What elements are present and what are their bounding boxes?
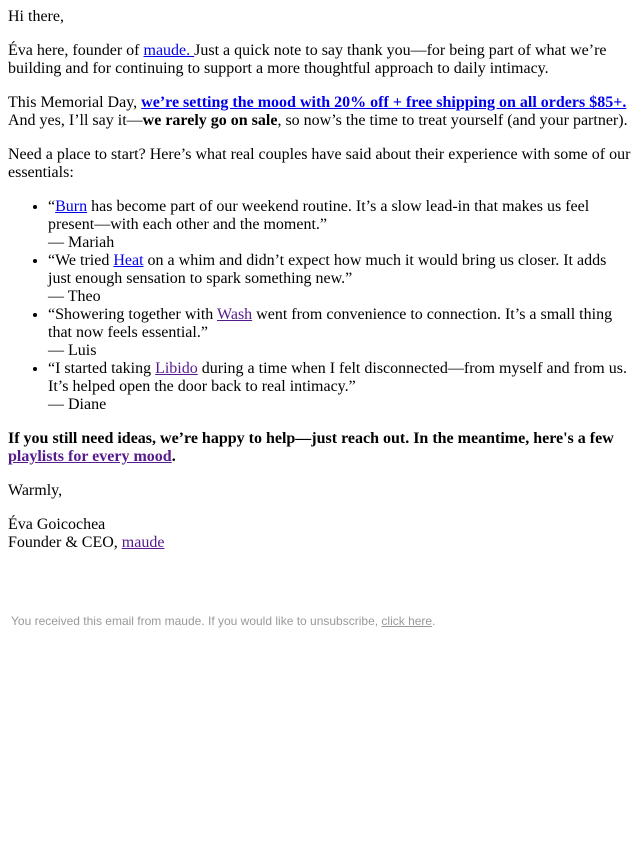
- testimonial-item: [48, 360, 632, 414]
- signature-name: Éva Goicochea: [8, 516, 106, 533]
- signoff: Warmly,: [8, 482, 63, 499]
- quote-text: “I started taking: [48, 360, 156, 377]
- brand-link[interactable]: maude.: [143, 42, 195, 59]
- offer-link-text: we’re setting the mood with 20% off + free shipping on all orders $85+.: [141, 94, 627, 111]
- unsubscribe-footer: [8, 614, 632, 628]
- quote-text: during a time when I felt disconnected—from myself and from us. It’s helped open the door back to real intimacy.”: [48, 360, 627, 395]
- help-text: If you still need ideas, we’re happy to help—just reach out. In the meantime, here's a few: [8, 430, 614, 447]
- quote-author: — Luis: [48, 342, 97, 359]
- lead-in: Need a place to start? Here’s what real couples have said about their experience with some of our essentials:: [8, 146, 631, 181]
- footer-text: You received this email from maude. If you would like to unsubscribe,: [11, 614, 382, 628]
- product-link-libido[interactable]: Libido: [155, 360, 198, 377]
- quote-text: on a whim and didn’t expect how much it would bring us closer. It adds just enough sensation to spark something new.”: [48, 252, 607, 287]
- help-paragraph: [8, 430, 632, 466]
- promo-middle: And yes, I’ll say it—: [8, 112, 143, 129]
- product-link-wash[interactable]: Wash: [217, 306, 253, 323]
- signature-title: Founder & CEO,: [8, 534, 122, 551]
- testimonial-item: [48, 306, 632, 360]
- product-link-burn[interactable]: Burn: [55, 198, 88, 215]
- promo-paragraph: [8, 94, 632, 130]
- testimonial-item: [48, 252, 632, 306]
- quote-text: has become part of our weekend routine. It’s a slow lead-in that makes us feel present—with each other and the moment.”: [48, 198, 590, 233]
- product-link-heat[interactable]: Heat: [113, 252, 144, 269]
- signature-brand-link[interactable]: maude: [121, 534, 165, 551]
- promo-bold: we rarely go on sale: [142, 112, 278, 129]
- intro-suffix: Just a quick note to say thank you—for being part of what we’re building and for continuing to support a more thoughtful approach to daily intimacy.: [8, 42, 607, 77]
- quote-text: “: [48, 198, 56, 215]
- signature: [8, 516, 632, 552]
- greeting: Hi there,: [8, 8, 64, 25]
- promo-prefix: This Memorial Day,: [8, 94, 142, 111]
- intro-prefix: Éva here, founder of: [8, 42, 144, 59]
- quote-author: — Theo: [48, 288, 101, 305]
- quote-text: “Showering together with: [48, 306, 218, 323]
- offer-link[interactable]: [141, 94, 626, 111]
- quote-text: “We tried: [48, 252, 114, 269]
- quote-text: went from convenience to connection. It’s a small thing that now feels essential.”: [48, 306, 613, 341]
- quote-author: — Diane: [48, 396, 107, 413]
- help-end: .: [171, 448, 176, 465]
- unsubscribe-link[interactable]: click here: [381, 614, 433, 628]
- intro-paragraph: [8, 42, 632, 78]
- testimonial-item: [48, 198, 632, 252]
- quote-author: — Mariah: [48, 234, 115, 251]
- testimonial-list: [8, 198, 632, 414]
- footer-end: .: [432, 614, 436, 628]
- promo-suffix: , so now’s the time to treat yourself (and your partner).: [277, 112, 628, 129]
- playlists-link[interactable]: playlists for every mood: [8, 448, 172, 465]
